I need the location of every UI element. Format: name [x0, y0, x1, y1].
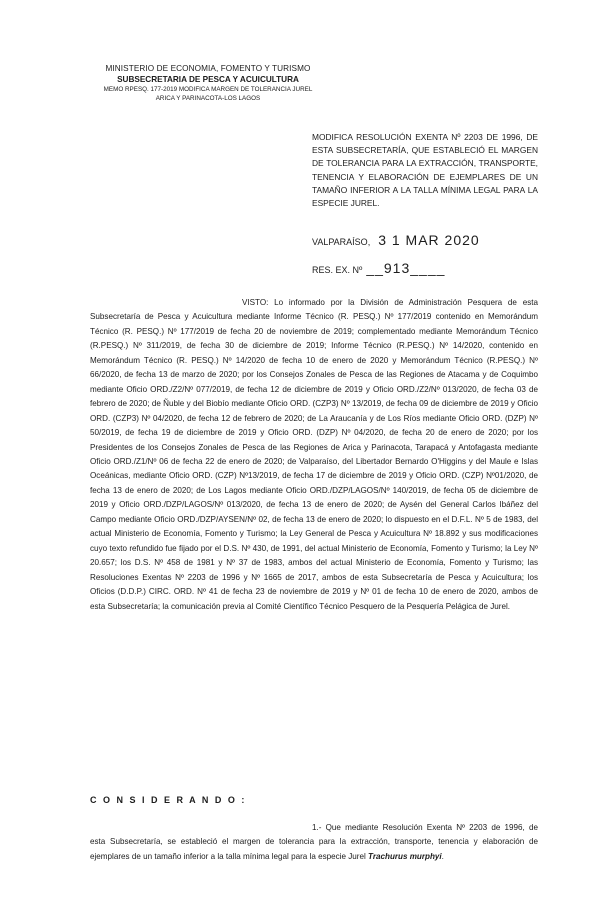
memo-reference-line-1: MEMO RPESQ. 177-2019 MODIFICA MARGEN DE TOLERANCIA JUREL — [103, 86, 313, 93]
subsecretaria-name: SUBSECRETARIA DE PESCA Y ACUICULTURA — [117, 75, 299, 84]
considerando-point-1 — [90, 821, 538, 864]
res-ex-label: RES. EX. Nº — [312, 265, 363, 275]
memo-reference-line-2: ARICA Y PARINACOTA-LOS LAGOS — [155, 95, 261, 102]
date-stamp: 3 1 MAR 2020 — [378, 232, 480, 248]
ministry-name: MINISTERIO DE ECONOMIA, FOMENTO Y TURISMO — [105, 64, 311, 73]
place-label: VALPARAÍSO, — [312, 237, 371, 247]
resolution-number-line — [312, 260, 445, 276]
document-header — [88, 63, 328, 103]
visto-paragraph: VISTO: Lo informado por la División de Administración Pesquera de esta Subsecretaría de Pesca y Acuicultura mediante Informe Técnico (R. PESQ.) Nº 177/2019 contenido en Memorándum Técnico (R. PESQ.) Nº 177/2019 de fecha 20 de noviembre de 2019; complementado mediante Memorándum Técnico (R.PESQ.) Nº 311/2019, de fecha 30 de diciembre de 2019; Informe Técnico (R.PESQ.) Nº 14/2020, contenido en Memorándum Técnico (R. PESQ.) Nº 14/2020 de fecha 10 de enero de 2020 y Memorándum Técnico (R.PESQ.) Nº 66/2020, de fecha 13 de marzo de 2020; por los Consejos Zonales de Pesca de las Regiones de Atacama y de Coquimbo mediante Oficio ORD./Z2/Nº 077/2019, de fecha 12 de diciembre de 2019 y Oficio ORD./Z2/Nº 013/2020, de fecha 03 de febrero de 2020; de Ñuble y del Biobío mediante Oficio ORD. (CZP3) Nº 13/2019, de fecha 09 de diciembre de 2019 y Oficio ORD. (CZP3) Nº 04/2020, de fecha 12 de febrero de 2020; de La Araucanía y de Los Ríos mediante Oficio ORD. (DZP) Nº 50/2019, de fecha 19 de diciembre de 2019 y Oficio ORD. (DZP) Nº 04/2020, de fecha 20 de enero de 2020; por los Presidentes de los Consejos Zonales de Pesca de las Regiones de Arica y Parinacota, Tarapacá y Antofagasta mediante Oficio ORD./Z1/Nº 06 de fecha 22 de enero de 2020; de Valparaíso, del Libertador Bernardo O'Higgins y del Maule e Islas Oceánicas, mediante Oficio ORD. (CZP) Nº13/2019, de fecha 17 de diciembre de 2019 y Oficio ORD. (CZP) Nº01/2020, de fecha 13 de enero de 2020; de Los Lagos mediante Oficio ORD./DZP/LAGOS/Nº 140/2019, de fecha 05 de diciembre de 2019 y Oficio ORD./DZP/LAGOS/Nº 013/2020, de fecha 13 de enero de 2020; de Aysén del General Carlos Ibáñez del Campo mediante Oficio ORD./DZP/AYSEN/Nº 02, de fecha 13 de enero de 2020; lo dispuesto en el D.F.L. Nº 5 de 1983, del actual Ministerio de Economía, Fomento y Turismo; la Ley General de Pesca y Acuicultura Nº 18.892 y sus modificaciones cuyo texto refundido fue fijado por el D.S. Nº 430, de 1991, del actual Ministerio de Economía, Fomento y Turismo; la Ley Nº 20.657; los D.S. Nº 458 de 1981 y Nº 37 de 1983, ambos del actual Ministerio de Economía, Fomento y Turismo; las Resoluciones Exentas Nº 2203 de 1996 y Nº 1665 de 2017, ambos de esta Subsecretaría de Pesca y Acuicultura; los Oficios (D.D.P.) CIRC. ORD. Nº 41 de fecha 23 de noviembre de 2019 y Nº 01 de fecha 10 de enero de 2020, ambos de esta Subsecretaría; la comunicación previa al Comité Científico Técnico Pesquero de la Pesquería Pelágica de Jurel. — [90, 298, 538, 611]
resolution-summary: MODIFICA RESOLUCIÓN EXENTA Nº 2203 DE 1996, DE ESTA SUBSECRETARÍA, QUE ESTABLECIÓ EL MARGEN DE TOLERANCIA PARA LA EXTRACCIÓN, TRANSPORTE, TENENCIA Y ELABORACIÓN DE EJEMPLARES DE UN TAMAÑO INFERIOR A LA TALLA MÍNIMA LEGAL PARA LA ESPECIE JUREL. — [312, 132, 538, 209]
resolution-number: __913____ — [366, 260, 446, 276]
species-name: Trachurus murphyi — [368, 851, 442, 861]
point-1-end: . — [441, 851, 444, 861]
considerando-heading: C O N S I D E R A N D O : — [90, 795, 247, 805]
place-date-line — [312, 232, 480, 248]
point-1-text: 1.- Que mediante Resolución Exenta Nº 2203 de 1996, de esta Subsecretaría, se estableció el margen de tolerancia para la extracción, transporte, tenencia y elaboración de ejemplares de un tamaño inferior a la talla mínima legal para la especie Jurel — [90, 823, 538, 861]
visto-section — [90, 296, 538, 614]
point-1-paragraph — [90, 821, 538, 864]
